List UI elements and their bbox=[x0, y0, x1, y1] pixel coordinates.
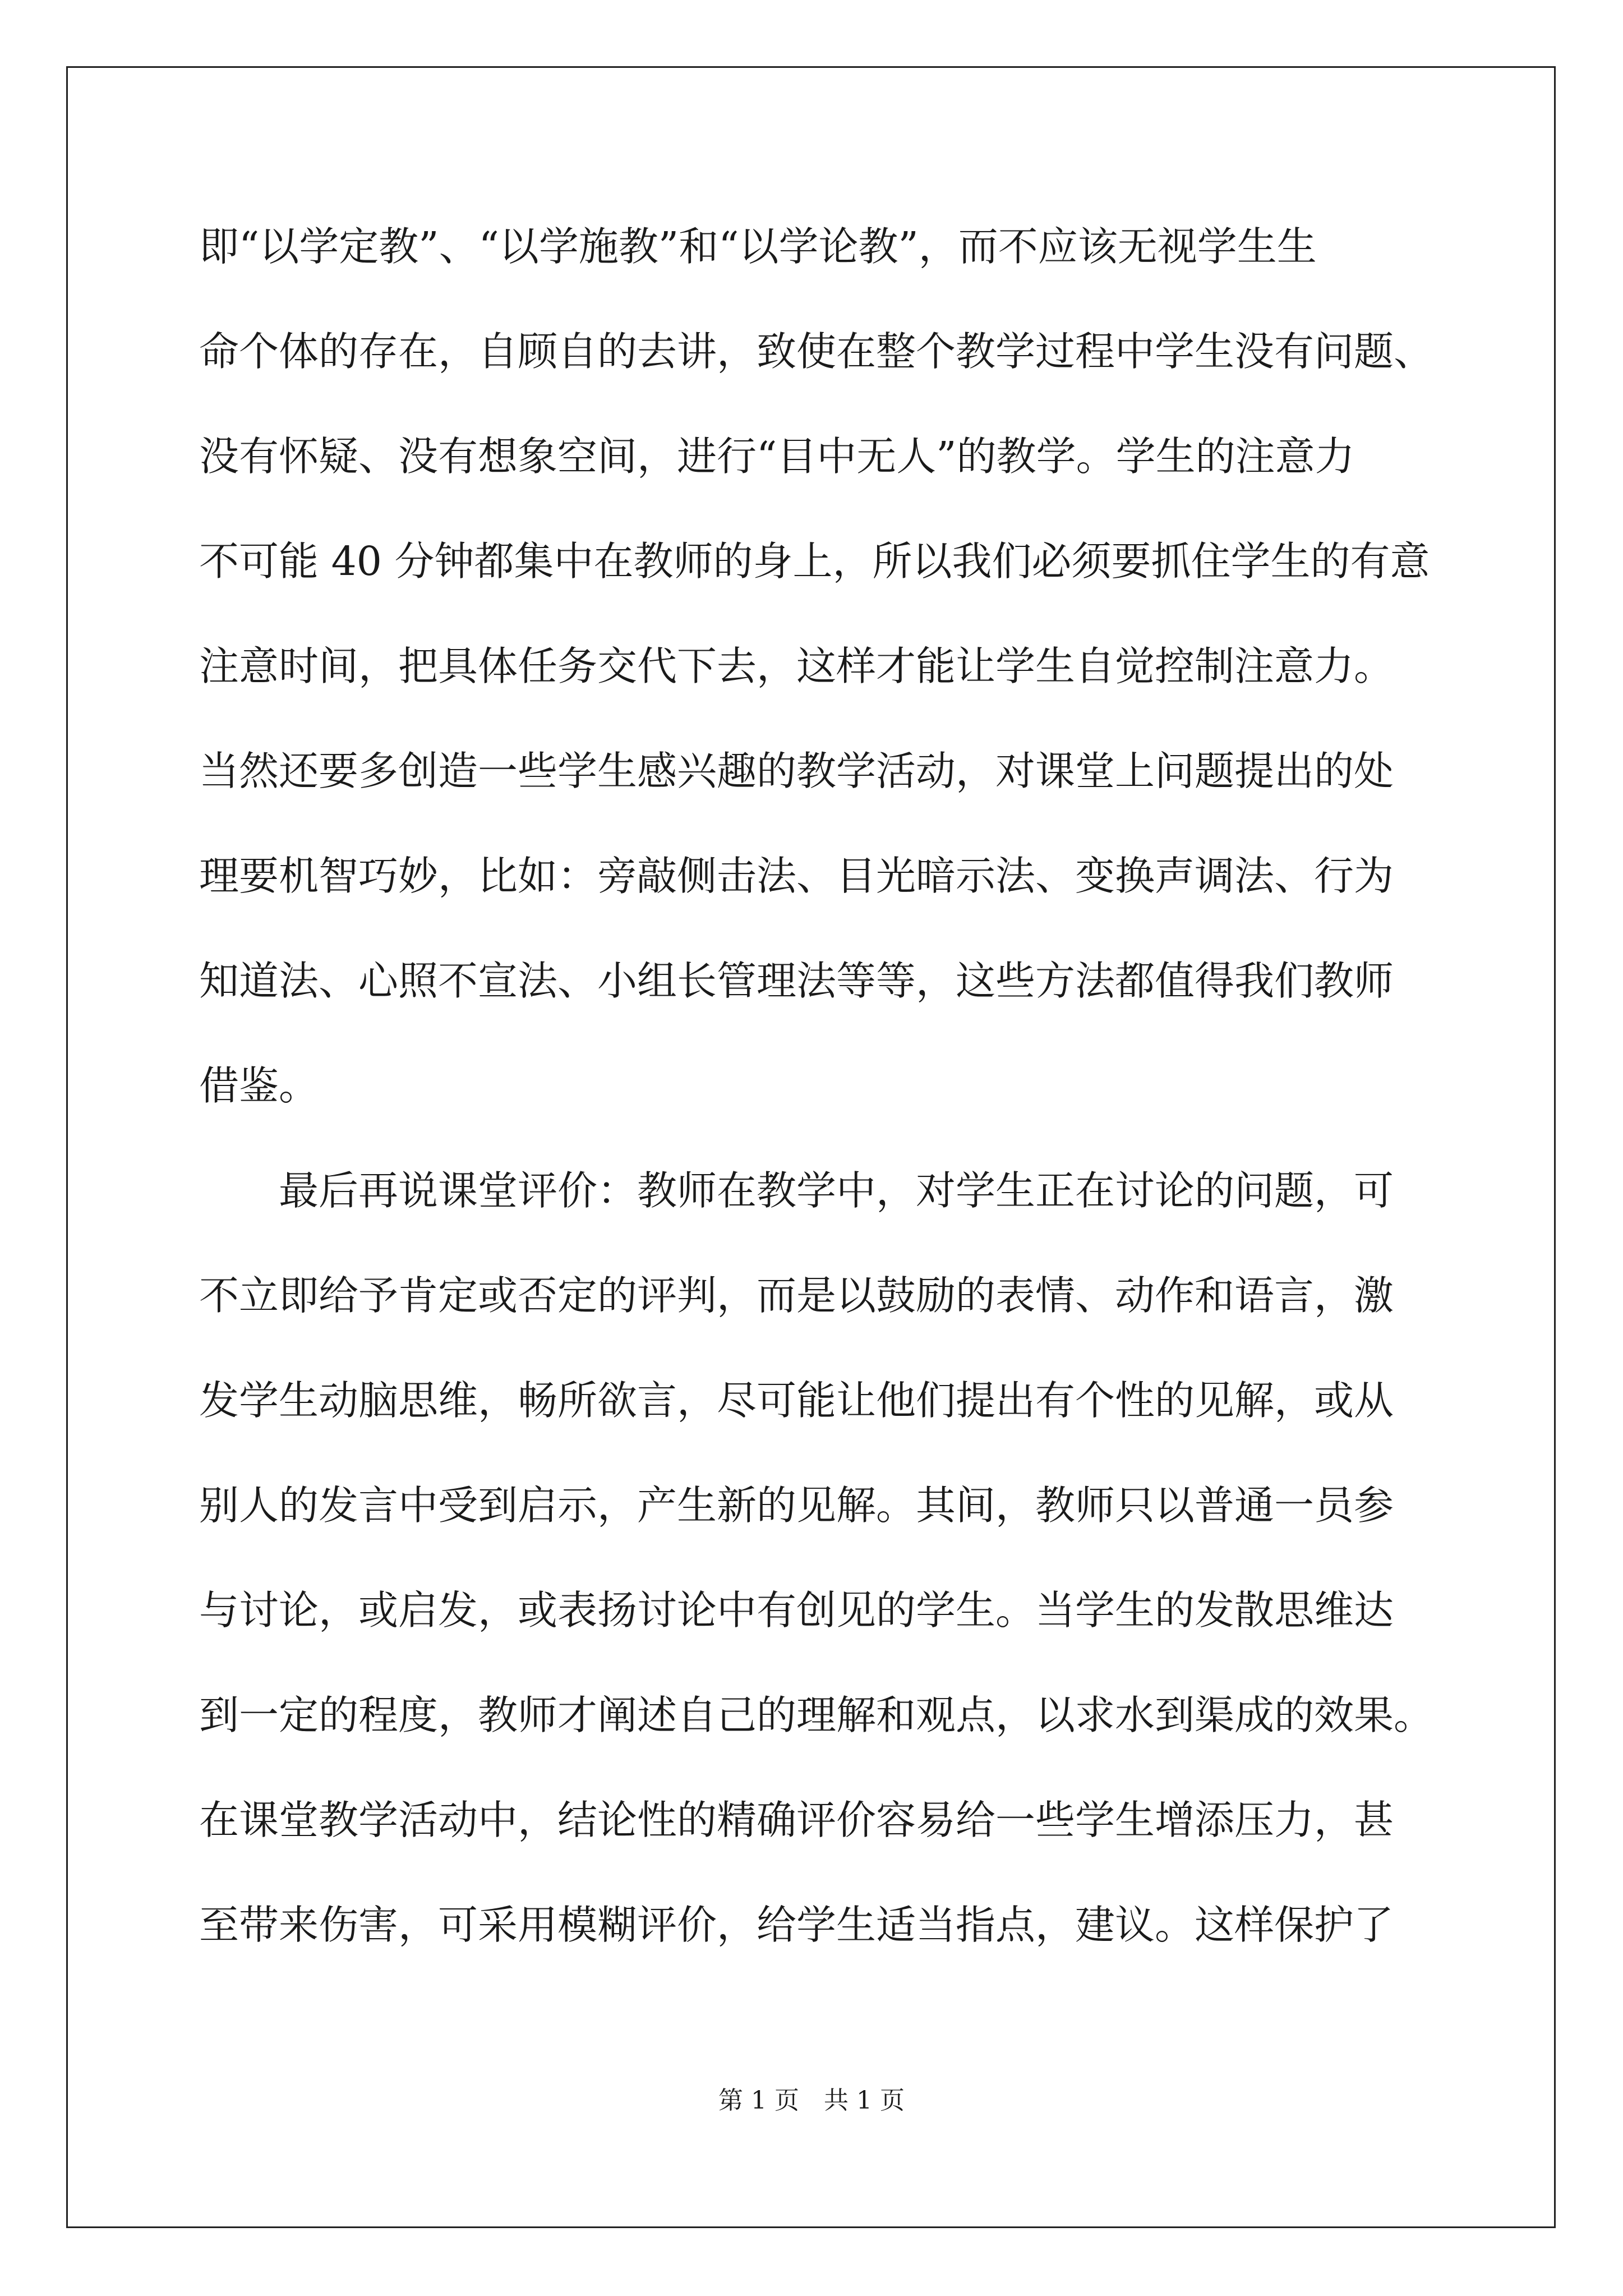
text-line: 知道法、心照不宣法、小组长管理法等等，这些方法都值得我们教师 bbox=[199, 958, 1394, 1004]
text-line: 即“以学定教”、“以学施教”和“以学论教”，而不应该无视学生生 bbox=[199, 223, 1317, 270]
paragraph-first-line: 最后再说课堂评价：教师在教学中，对学生正在讨论的问题，可 bbox=[279, 1167, 1394, 1214]
page-footer: 第 1 页 共 1 页 bbox=[718, 2086, 905, 2115]
text-line: 当然还要多创造一些学生感兴趣的教学活动，对课堂上问题提出的处 bbox=[199, 748, 1394, 794]
text-line: 在课堂教学活动中，结论性的精确评价容易给一些学生增添压力，甚 bbox=[199, 1797, 1394, 1843]
text-line: 理要机智巧妙，比如：旁敲侧击法、目光暗示法、变换声调法、行为 bbox=[199, 853, 1394, 899]
text-line: 借鉴。 bbox=[199, 1062, 319, 1109]
text-line: 命个体的存在，自顾自的去讲，致使在整个教学过程中学生没有问题、 bbox=[199, 328, 1434, 375]
text-line: 不可能 40 分钟都集中在教师的身上，所以我们必须要抓住学生的有意 bbox=[199, 538, 1430, 585]
text-line: 别人的发言中受到启示，产生新的见解。其间，教师只以普通一员参 bbox=[199, 1482, 1394, 1529]
text-line: 至带来伤害，可采用模糊评价，给学生适当指点，建议。这样保护了 bbox=[199, 1902, 1394, 1948]
text-line: 到一定的程度，教师才阐述自己的理解和观点，以求水到渠成的效果。 bbox=[199, 1692, 1434, 1738]
text-line: 不立即给予肯定或否定的评判，而是以鼓励的表情、动作和语言，激 bbox=[199, 1272, 1394, 1319]
text-line: 注意时间，把具体任务交代下去，这样才能让学生自觉控制注意力。 bbox=[199, 643, 1394, 689]
text-line: 发学生动脑思维，畅所欲言，尽可能让他们提出有个性的见解，或从 bbox=[199, 1377, 1394, 1424]
text-line: 与讨论，或启发，或表扬讨论中有创见的学生。当学生的发散思维达 bbox=[199, 1587, 1394, 1634]
text-line: 没有怀疑、没有想象空间，进行“目中无人”的教学。学生的注意力 bbox=[199, 433, 1355, 480]
